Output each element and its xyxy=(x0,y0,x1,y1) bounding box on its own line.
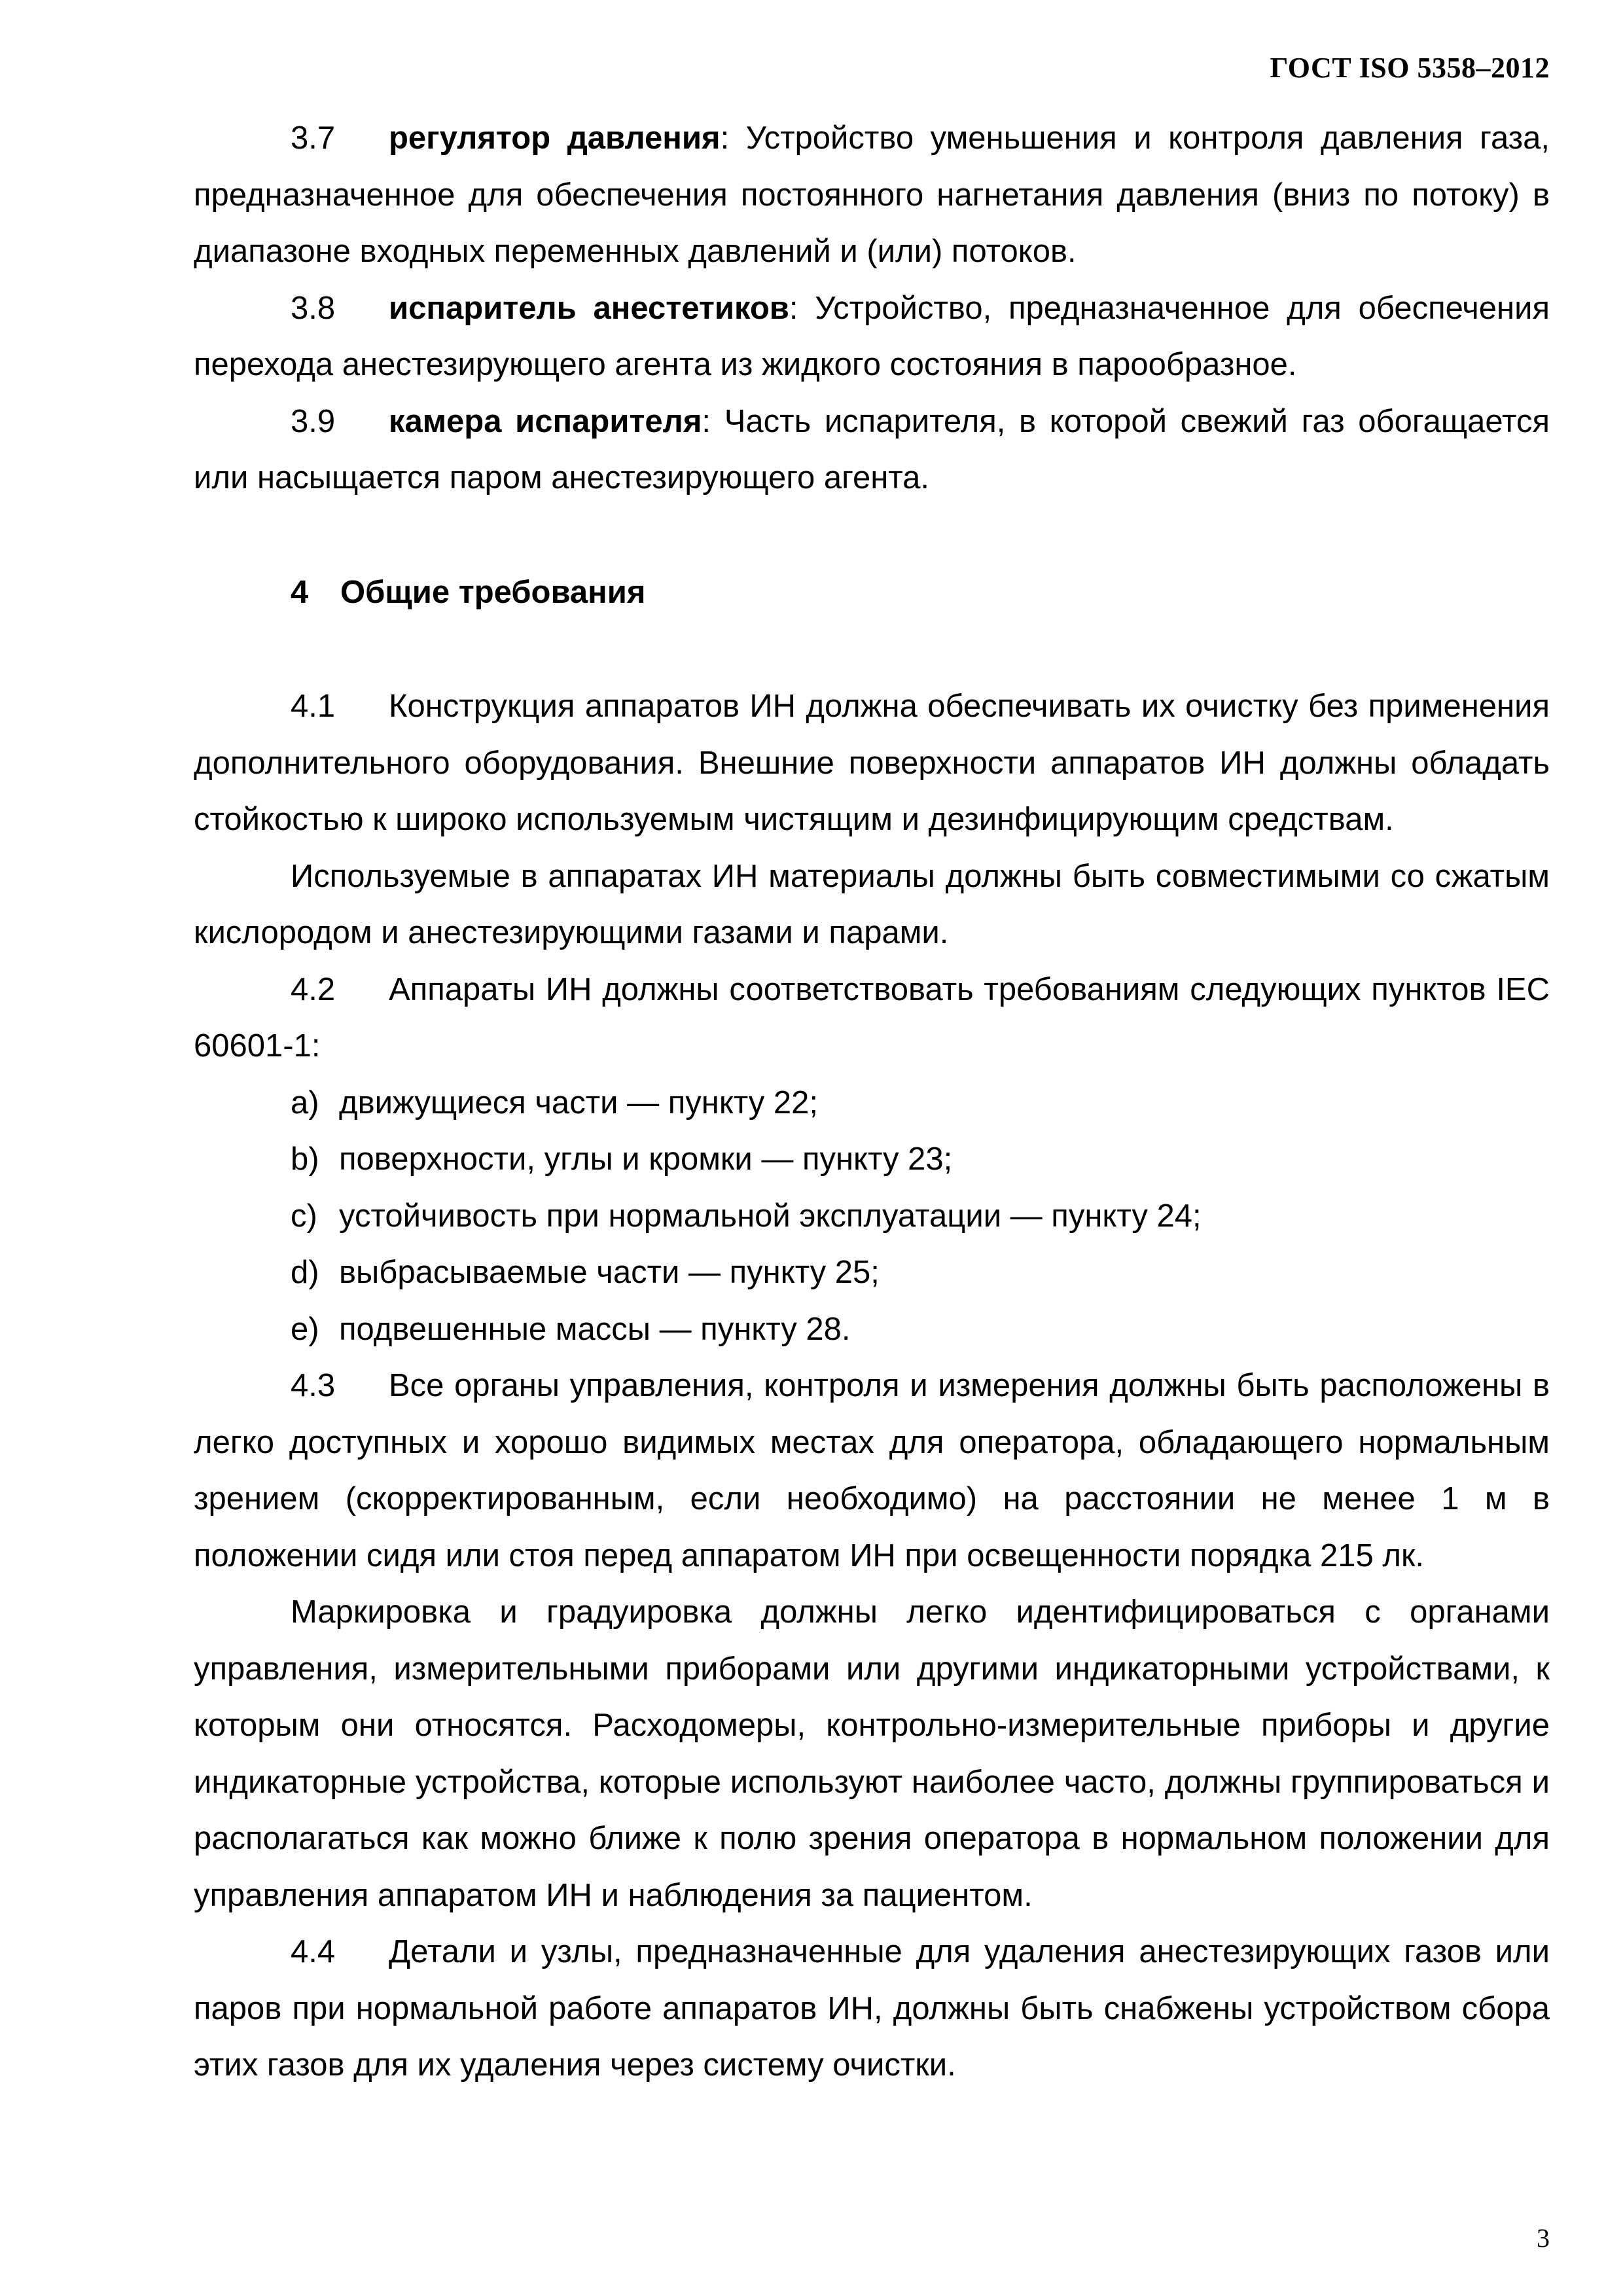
clause-4-1-paragraph: Используемые в аппаратах ИН материалы должны быть совместимыми со сжатым кислородом и анестезирующими газами и парами. xyxy=(194,858,1550,950)
clause-4-3-paragraph: Маркировка и градуировка должны легко идентифицироваться с органами управления, измерительными приборами или другими индикаторными устройствами, к которым они относятся. Расходомеры, контрольно-измерительные приборы и другие индикаторные устройства, которые используют наиболее часто, должны группироваться и располагаться как можно ближе к полю зрения оператора в нормальном положении для управления аппаратом ИН и наблюдения за пациентом. xyxy=(194,1594,1550,1913)
list-item xyxy=(194,1301,1550,1358)
clause-4-1 xyxy=(194,678,1550,848)
list-letter: c) xyxy=(291,1198,317,1234)
list-letter: b) xyxy=(291,1141,319,1177)
list-letter: d) xyxy=(291,1255,319,1290)
clause-number: 4.2 xyxy=(291,971,336,1007)
document-header: ГОСТ ISO 5358–2012 xyxy=(1270,52,1550,84)
clause-text: Все органы управления, контроля и измерения должны быть расположены в легко доступных и хорошо видимых местах для оператора, обладающего нормальным зрением (скорректированным, если необходимо) на расстоянии не менее 1 м в положении сидя или стоя перед аппаратом ИН при освещенности порядка 215 лк. xyxy=(194,1368,1550,1573)
list-item xyxy=(194,1244,1550,1301)
definition-3-9 xyxy=(194,393,1550,507)
section-title: Общие требования xyxy=(340,574,646,610)
definition-3-8 xyxy=(194,280,1550,393)
list-letter: e) xyxy=(291,1311,319,1347)
clause-number: 3.9 xyxy=(291,403,336,439)
list-item xyxy=(194,1131,1550,1188)
page-content xyxy=(194,110,1550,2094)
list-letter: a) xyxy=(291,1085,319,1121)
definition-text: : Устройство уменьшения и контроля давления газа, предназначенное для обеспечения постоянного нагнетания давления (вниз по потоку) в диапазоне входных переменных давлений и (или) потоков. xyxy=(194,120,1550,269)
list-item-text: движущиеся части — пункту 22; xyxy=(339,1085,819,1121)
clause-text: Конструкция аппаратов ИН должна обеспечивать их очистку без применения дополнительного оборудования. Внешние поверхности аппаратов ИН должны обладать стойкостью к широко используемым чистящим и дезинфицирующим средствам. xyxy=(194,689,1550,837)
list-item-text: устойчивость при нормальной эксплуатации — пункту 24; xyxy=(339,1198,1202,1234)
list-item-text: поверхности, углы и кромки — пункту 23; xyxy=(339,1141,953,1177)
section-number: 4 xyxy=(291,574,309,610)
definition-3-7 xyxy=(194,110,1550,280)
term: регулятор давления xyxy=(389,120,721,156)
clause-text: Детали и узлы, предназначенные для удаления анестезирующих газов или паров при нормальной работе аппаратов ИН, должны быть снабжены устройством сбора этих газов для их удаления через систему очистки. xyxy=(194,1934,1550,2083)
section-heading xyxy=(194,564,1550,621)
clause-text: Аппараты ИН должны соответствовать требованиям следующих пунктов IEC 60601-1: xyxy=(194,971,1550,1064)
clause-number: 3.8 xyxy=(291,290,336,326)
list-item xyxy=(194,1075,1550,1132)
page-number: 3 xyxy=(1537,2223,1550,2253)
definition-text: : Устройство, предназначенное для обеспечения перехода анестезирующего агента из жидкого состояния в парообразное. xyxy=(194,290,1550,382)
list-item-text: выбрасываемые части — пункту 25; xyxy=(339,1255,880,1290)
definition-text: : Часть испарителя, в которой свежий газ обогащается или насыщается паром анестезирующего агента. xyxy=(194,403,1550,495)
clause-number: 4.3 xyxy=(291,1368,336,1403)
clause-4-2 xyxy=(194,961,1550,1075)
list-item xyxy=(194,1188,1550,1245)
clause-number: 4.1 xyxy=(291,689,336,724)
clause-4-4 xyxy=(194,1924,1550,2094)
clause-number: 3.7 xyxy=(291,120,336,156)
list-item-text: подвешенные массы — пункту 28. xyxy=(339,1311,851,1347)
term: испаритель анестетиков xyxy=(389,290,789,326)
clause-4-3 xyxy=(194,1357,1550,1584)
term: камера испарителя xyxy=(389,403,702,439)
clause-number: 4.4 xyxy=(291,1934,336,1969)
